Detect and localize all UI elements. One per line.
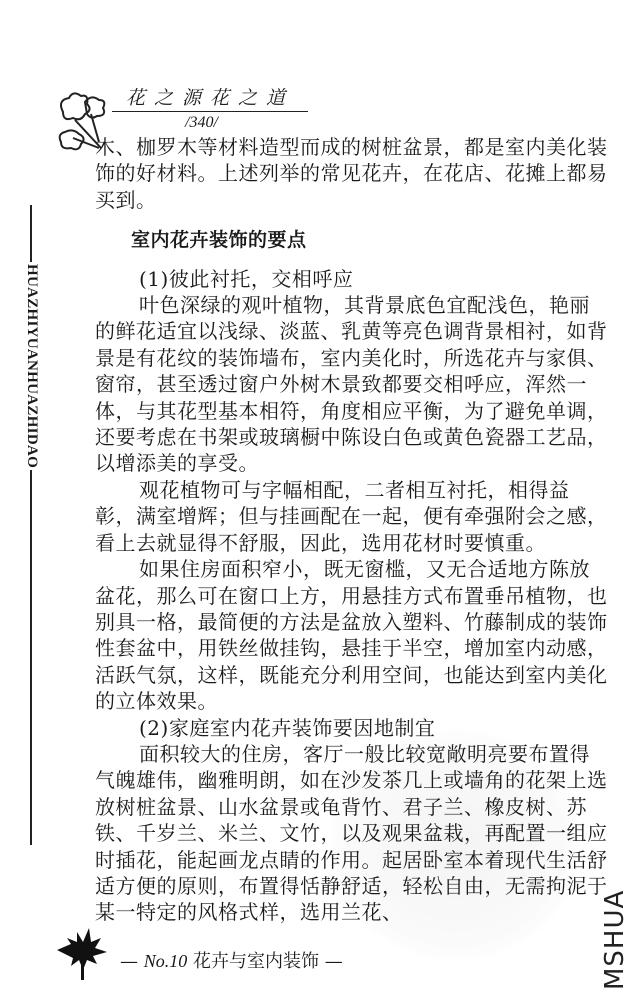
watermark-text: MSHUA: [600, 889, 630, 990]
body-text: [95, 134, 610, 926]
subheading: (1)彼此衬托，交相呼应: [139, 266, 354, 291]
page-flow: [95, 134, 615, 980]
chapter-footer: [120, 950, 343, 973]
dash: —: [318, 950, 343, 972]
chapter-title: 花卉与室内装饰: [192, 950, 319, 972]
page-number: /340/: [185, 114, 218, 131]
paragraph: 面积较大的住房，客厅一般比较宽敞明亮要布置得气魄雄伟，幽雅明朗，如在沙发茶几上或墙角的花架上选放树桩盆景、山水盆景或龟背竹、君子兰、橡皮树、苏铁、千岁兰、米兰、文竹，以及观果盆栽，再配置一组应时插花，能起画龙点睛的作用。起居卧室本着现代生活舒适方便的原则，布置得恬静舒适，轻松自由，无需拘泥于某一特定的风格式样，选用兰花、: [95, 741, 608, 925]
dash: —: [120, 950, 144, 972]
paragraph: 叶色深绿的观叶植物，其背景底色宜配浅色，艳丽的鲜花适宜以浅绿、淡蓝、乳黄等亮色调背景相衬，如背景是有花纹的装饰墙布，室内美化时，所选花卉与家俱、窗帘，甚至透过窗户外树木景致都要交相呼应，浑然一体，与其花型基本相符，角度相应平衡，为了避免单调，还要考虑在书架或玻璃橱中陈设白色或黄色瓷器工艺品，以增添美的享受。: [95, 293, 608, 476]
section-heading: 室内花卉装饰的要点: [131, 229, 307, 252]
paragraph: 观花植物可与字幅相配，二者相互衬托，相得益彰，满室增辉；但与挂画配在一起，便有牵强附会之感，看上去就显得不舒服，因此，选用花材时要慎重。: [95, 477, 608, 555]
paragraph: 如果住房面积窄小，既无窗槛，又无合适地方陈放盆花，那么可在窗口上方，用悬挂方式布置垂吊植物，也别具一格，最简便的方法是盆放入塑料、竹藤制成的装饰性套盆中，用铁丝做挂钩，悬挂于半空，增加室内动感，活跃气氛，这样，既能充分利用空间，也能达到室内美化的立体效果。: [95, 557, 608, 714]
running-head-title: 花之源花之道: [112, 86, 308, 112]
side-pinyin-title: HUAZHIYUANHUAZHIDAO: [24, 264, 40, 469]
plant-ornament-icon: [55, 922, 115, 982]
chapter-number: No.10: [143, 950, 188, 971]
subheading: (2)家庭室内花卉装饰要因地制宜: [139, 715, 436, 740]
footer-row: [95, 940, 615, 980]
paragraph: 木、枷罗木等材料造型而成的树桩盆景，都是室内美化装饰的好材料。上述列举的常见花卉，在花店、花摊上都易买到。: [95, 135, 608, 212]
